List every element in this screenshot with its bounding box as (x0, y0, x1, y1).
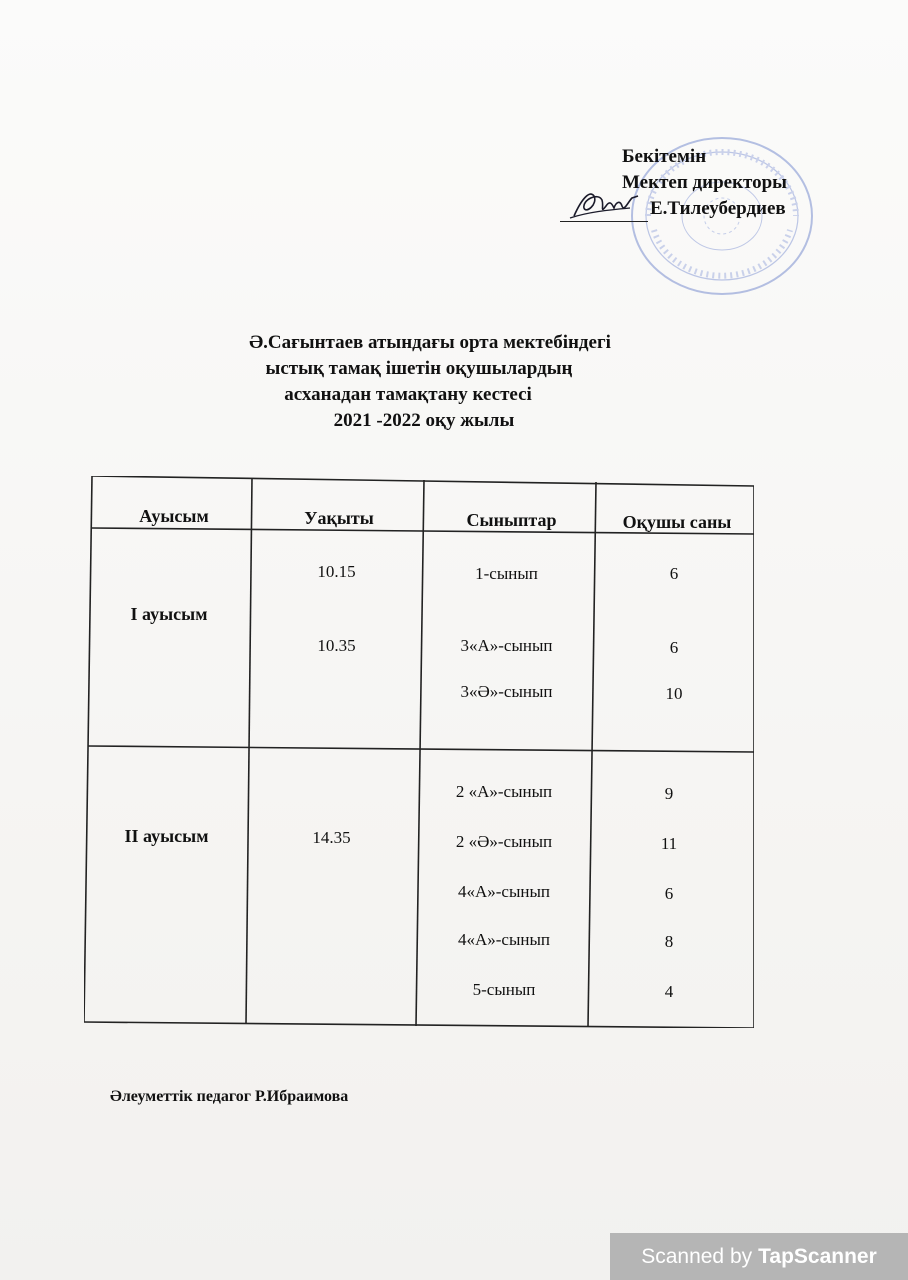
class-cell: 3«Ә»-сынып (460, 682, 553, 701)
count-cell: 6 (669, 564, 679, 583)
watermark-prefix: Scanned by (641, 1244, 753, 1268)
count-cell: 4 (664, 982, 674, 1001)
shift-1-label: I ауысым (130, 604, 208, 624)
document-title (180, 330, 680, 434)
scanner-watermark (610, 1233, 908, 1280)
time-cell: 14.35 (312, 828, 351, 847)
time-cell: 10.35 (317, 636, 356, 655)
class-cell: 1-сынып (475, 564, 538, 583)
header-shift: Ауысым (139, 506, 209, 526)
class-cell: 2 «Ә»-сынып (455, 832, 553, 851)
title-line-1: Ә.Сағынтаев атындағы орта мектебіндегі (249, 332, 611, 353)
count-cell: 10 (665, 684, 683, 703)
director-signature (568, 186, 648, 222)
count-cell: 6 (664, 884, 674, 903)
header-time: Уақыты (304, 508, 374, 528)
time-cell: 10.15 (317, 562, 356, 581)
director-name: Е.Тилеубердиев (650, 198, 786, 219)
class-cell: 2 «А»-сынып (455, 782, 553, 801)
class-cell: 5-сынып (472, 980, 536, 999)
header-student-count: Оқушы саны (622, 512, 732, 532)
count-cell: 8 (664, 932, 674, 951)
title-line-2: ыстық тамақ ішетін оқушылардың (265, 358, 573, 379)
approval-heading: Бекітемін (622, 146, 707, 167)
count-cell: 11 (660, 834, 678, 853)
count-cell: 9 (664, 784, 674, 803)
class-cell: 3«А»-сынып (460, 636, 553, 655)
shift-2-label: II ауысым (124, 826, 209, 846)
header-classes: Сыныптар (466, 510, 557, 530)
watermark-brand: TapScanner (758, 1244, 877, 1268)
title-line-3: асханадан тамақтану кестесі (284, 384, 532, 405)
class-cell: 4«А»-сынып (457, 882, 551, 901)
social-pedagogue-signature: Әлеуметтік педагог Р.Ибраимова (110, 1088, 349, 1105)
director-title: Мектеп директоры (622, 172, 788, 193)
title-line-4: 2021 -2022 оқу жылы (333, 410, 515, 431)
class-cell: 4«А»-сынып (457, 930, 551, 949)
meal-schedule-table (84, 476, 754, 1028)
count-cell: 6 (669, 638, 679, 657)
